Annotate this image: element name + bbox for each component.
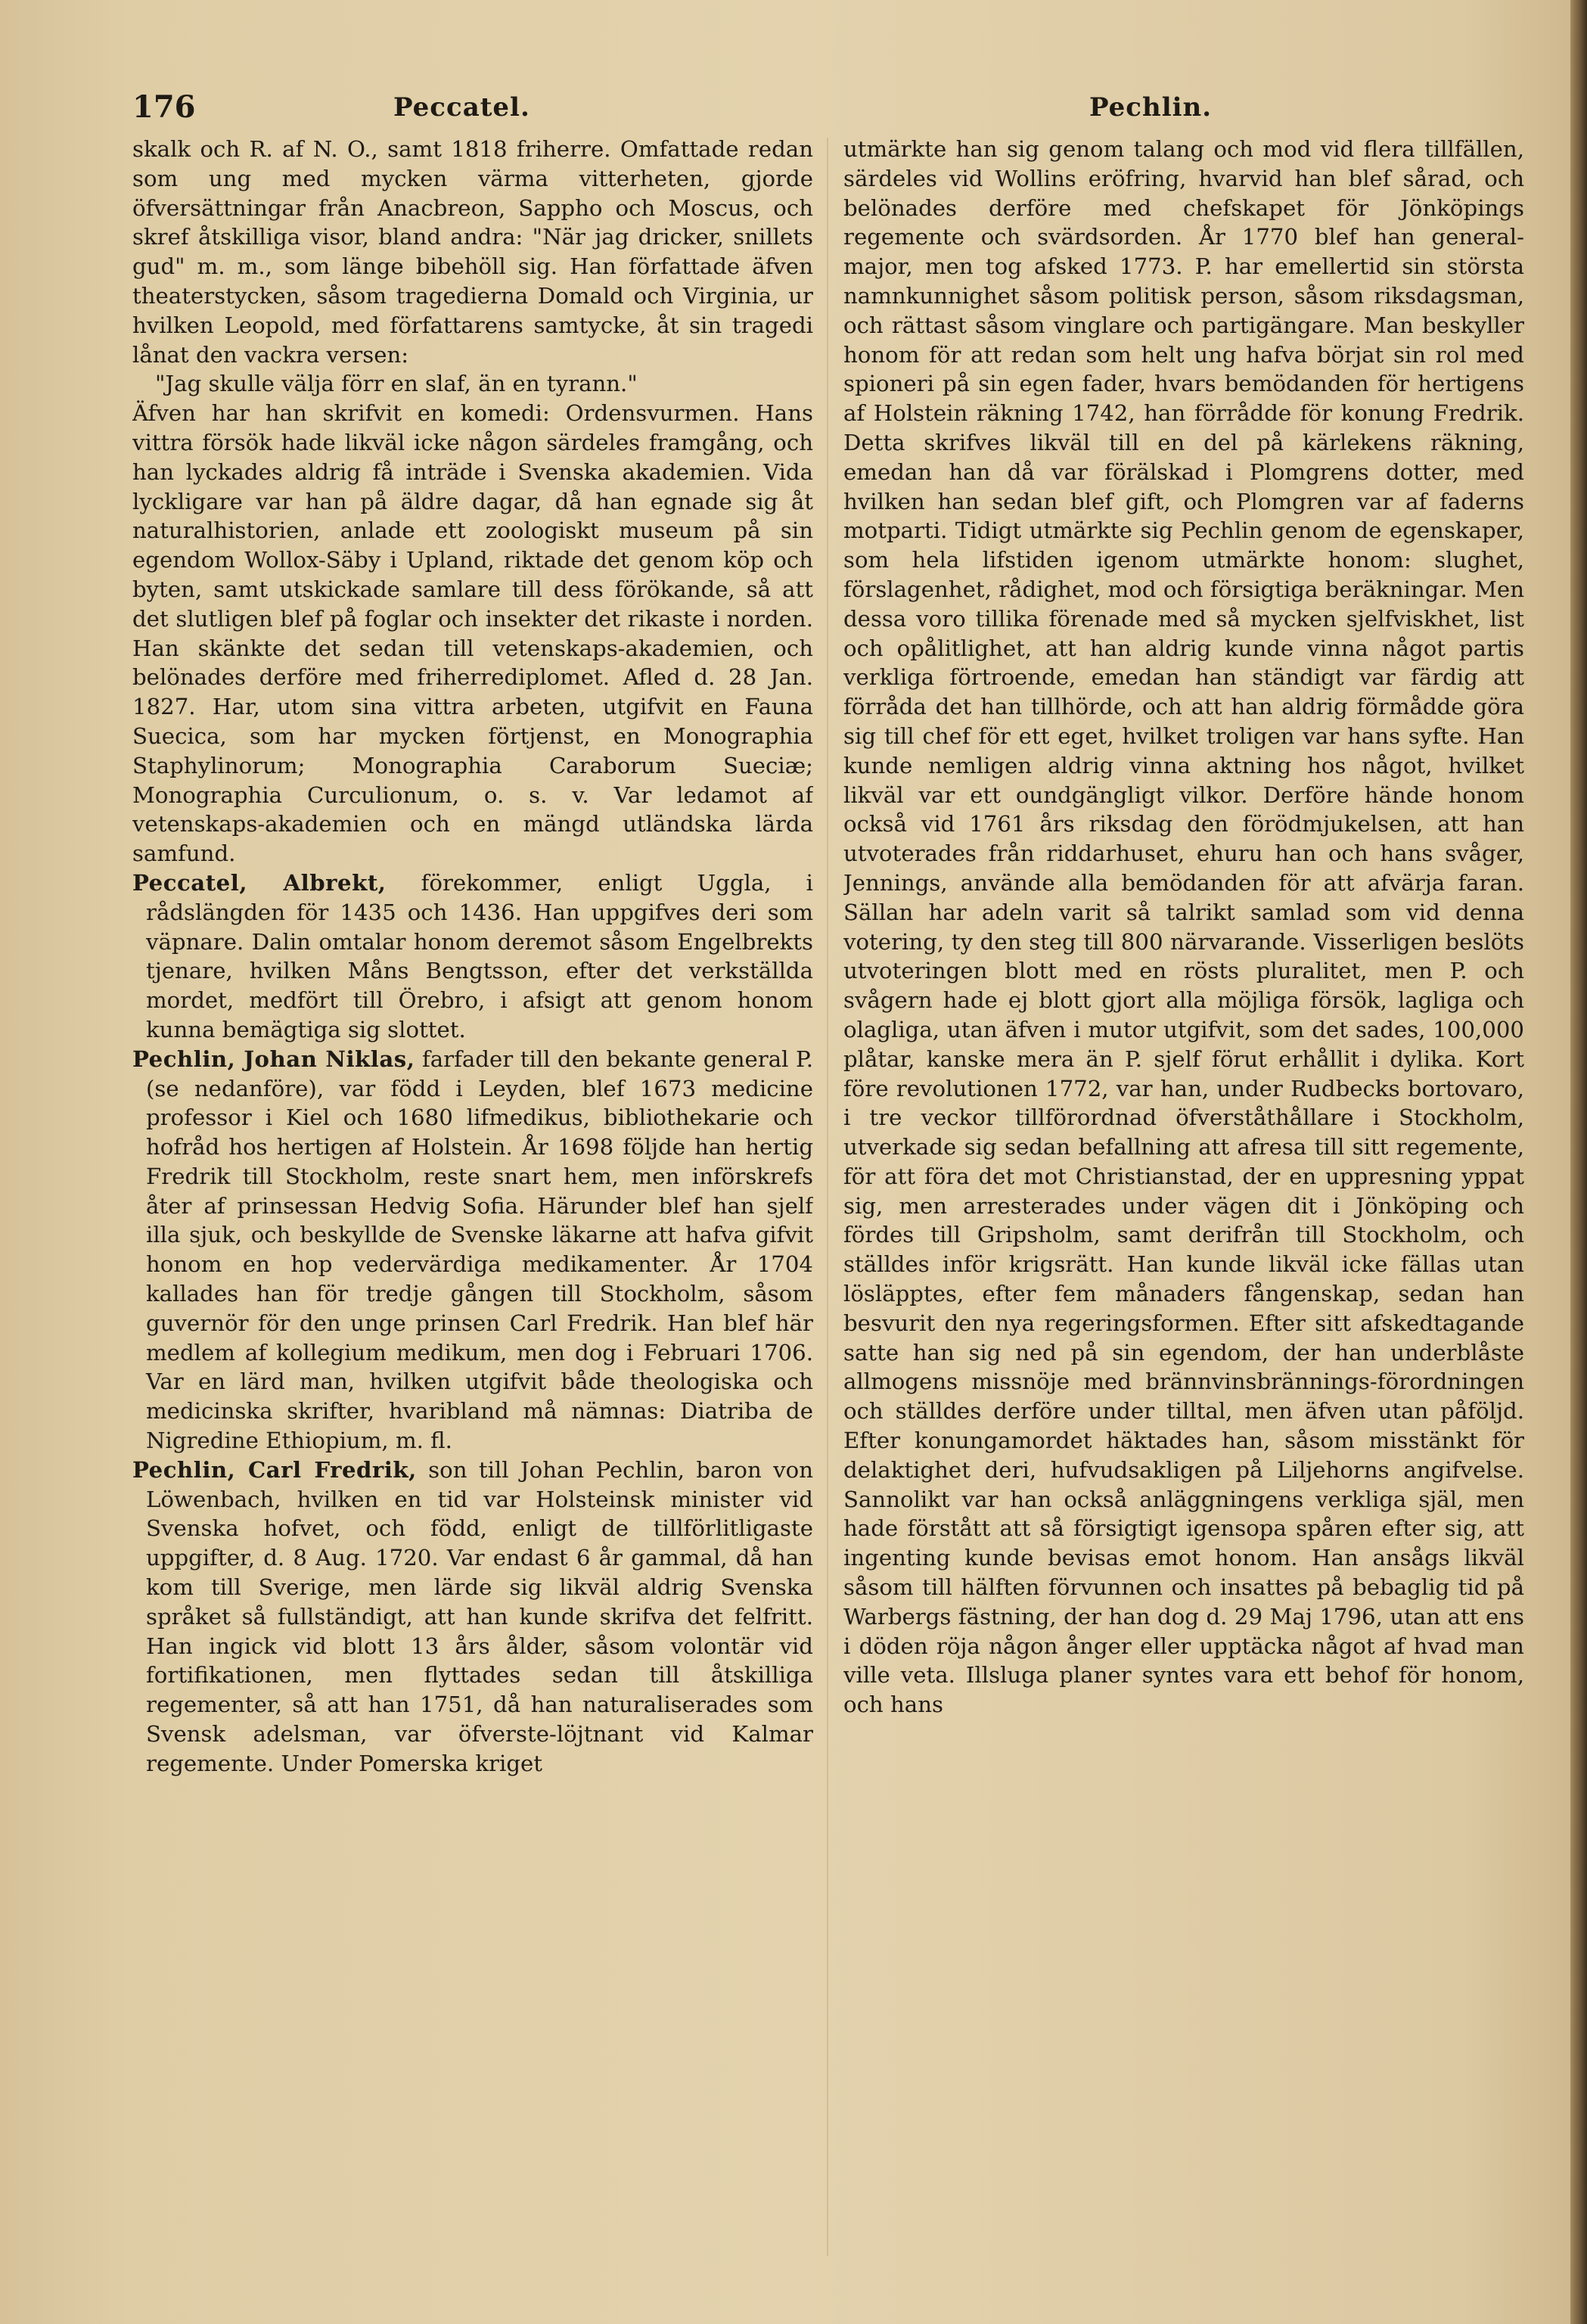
running-header — [132, 89, 1547, 135]
left-running-head: Peccatel. — [393, 92, 530, 123]
entry-heading: Pechlin, Johan Niklas, — [132, 1045, 415, 1072]
book-spine-edge — [1570, 0, 1587, 2324]
left-column — [132, 135, 813, 2283]
entry-pechlin-carl-fredrik — [132, 1456, 813, 1779]
continued-entry-text: skalk och R. af N. O., samt 1818 friherre. Omfattade redan som ung med mycken värma vitterheten, gjorde öfversättningar från Anacbreon, Sappho och Moscus, och skref åtskilliga visor, bland andra: "När jag dricker, snillets gud" m. m., som länge bibehöll sig. Han författade äfven theaterstycken, såsom tragedierna Domald och Virginia, ur hvilken Leopold, med författarens samtycke, åt sin tragedi lånat den vackra versen: — [132, 136, 813, 368]
right-running-head: Pechlin. — [1089, 92, 1213, 123]
column-gutter — [827, 138, 828, 2256]
page-number: 176 — [132, 89, 196, 125]
continued-entry-text-2: Äfven har han skrifvit en komedi: Ordensvurmen. Hans vittra försök hade likväl icke någon särdeles framgång, och han lyckades aldrig få inträde i Svenska akademien. Vida lyckligare var han på äldre dagar, då han egnade sig åt naturalhistorien, anlade ett zoologiskt museum på sin egendom Wollox-Säby i Upland, riktade det genom köp och byten, samt utskickade samlare till dess förökande, så att det slutligen blef på foglar och insekter det rikaste i norden. Han skänkte det sedan till vetenskaps-akademien, och belönades derföre med friherrediplomet. Afled d. 28 Jan. 1827. Har, utom sina vittra arbeten, utgifvit en Fauna Suecica, som har mycken förtjenst, en Monographia Staphylinorum; Monographia Caraborum Sueciæ; Monographia Curculionum, o. s. v. Var ledamot af vetenskaps-akademien och en mängd utländska lärda samfund. — [132, 400, 813, 867]
continued-entry-text: utmärkte han sig genom talang och mod vid flera tillfällen, särdeles vid Wollins eröfring, hvarvid han blef sårad, och belönades derföre med chefskapet för Jönköpings regemente och svärdsorden. År 1770 blef han general-major, men tog afsked 1773. P. har emellertid sin största namnkunnighet såsom politisk person, såsom riksdagsman, och rättast såsom vinglare och partigängare. Man beskyller honom för att redan som helt ung hafva börjat sin rol med spioneri på sin egen fader, hvars bemödanden för hertigens af Holstein räkning 1742, han förrådde för konung Fredrik. Detta skrifves likväl till en del på kärlekens räkning, emedan han då var förälskad i Plomgrens dotter, med hvilken han sedan blef gift, och Plomgren var af faderns motparti. Tidigt utmärkte sig Pechlin genom de egenskaper, som hela lifstiden igenom utmärkte honom: slughet, förslagenhet, rådighet, mod och försigtiga beräkningar. Men dessa voro tillika förenade med så mycken sjelfviskhet, list och opålitlighet, att han aldrig kunde vinna något partis verkliga förtroende, emedan han ständigt var färdig att förråda det han tillhörde, och att han aldrig förmådde göra sig till chef för ett eget, hvilket troligen var hans syfte. Han kunde nemligen aldrig vinna aktning hos något, hvilket likväl var ett oundgängligt vilkor. Derföre hände honom också vid 1761 års riksdag den förödmjukelsen, att han utvoterades från riddarhuset, ehuru han och hans svåger, Jennings, använde alla bemödanden för att afvärja faran. Sällan har adeln varit så talrikt samlad som vid denna votering, ty den steg till 800 närvarande. Visserligen beslöts utvoteringen blott med en rösts pluralitet, men P. och svågern hade ej blott gjort alla möjliga försök, lagliga och olagliga, utan äfven i mutor utgifvit, som det sades, 100,000 plåtar, kanske mera än P. sjelf förut erhållit i dylika. Kort före revolutionen 1772, var han, under Rudbecks bortovaro, i tre veckor tillförordnad öfverståthållare i Stockholm, utverkade sig sedan befallning att afresa till sitt regemente, för att föra det mot Christianstad, der en uppresning yppat sig, men arresterades under vägen dit i Jönköping och fördes till Gripsholm, samt derifrån till Stockholm, och ställdes inför krigsrätt. Han kunde likväl icke fällas utan lösläpptes, efter fem månaders fångenskap, sedan han besvurit den nya regeringsformen. Efter sitt afskedtagande satte han sig ned på sin egendom, der han underblåste allmogens missnöje med brännvinsbrännings-förordningen och ställdes derföre under tilltal, men äfven utan påföljd. Efter konungamordet häktades han, såsom misstänkt för delaktighet deri, hufvudsakligen på Liljehorns angifvelse. Sannolikt var han också anläggningens verkliga själ, men hade förstått att så försigtigt igensopa spåren efter sig, att ingenting kunde bevisas emot honom. Han ansågs likväl såsom till hälften förvunnen och insattes på bebaglig tid på Warbergs fästning, der han dog d. 29 Maj 1796, utan att ens i döden röja någon ånger eller upptäcka något af hvad man ville veta. Illsluga planer syntes vara ett behof för honom, och hans — [843, 136, 1524, 1718]
entry-heading: Pechlin, Carl Fredrik, — [132, 1456, 417, 1483]
entry-peccatel-albrekt — [132, 868, 813, 1045]
entry-pechlin-johan-niklas — [132, 1045, 813, 1456]
entry-body: farfader till den bekante general P. (se nedanföre), var född i Leyden, blef 1673 medicine professor i Kiel och 1680 lifmedikus, bibliothekarie och hofråd hos hertigen af Holstein. År 1698 följde han hertig Fredrik till Stockholm, reste snart hem, men införskrefs åter af prinsessan Hedvig Sofia. Härunder blef han sjelf illa sjuk, och beskyllde de Svenske läkarne att hafva gifvit honom en hop vedervärdiga medikamenter. År 1704 kallades han för tredje gången till Stockholm, såsom guvernör för den unge prinsen Carl Fredrik. Han blef här medlem af kollegium medikum, men dog i Februari 1706. Var en lärd man, hvilken utgifvit både theologiska och medicinska skrifter, hvaribland må nämnas: Diatriba de Nigredine Ethiopium, m. fl. — [146, 1045, 813, 1454]
verse-quote: "Jag skulle välja förr en slaf, än en tyrann." — [155, 371, 638, 397]
entry-body: förekommer, enligt Uggla, i rådslängden för 1435 och 1436. Han uppgifves deri som väpnare. Dalin omtalar honom deremot såsom Engelbrekts tjenare, hvilken Måns Bengtsson, efter det verkställda mordet, medfört till Örebro, i afsigt att genom honom kunna bemägtiga sig slottet. — [146, 869, 813, 1042]
entry-body: son till Johan Pechlin, baron von Löwenbach, hvilken en tid var Holsteinsk minister vid Svenska hofvet, och född, enligt de tillförlitligaste uppgifter, d. 8 Aug. 1720. Var endast 6 år gammal, då han kom till Sverige, men lärde sig likväl aldrig Svenska språket så fullständigt, att han kunde skrifva det felfritt. Han ingick vid blott 13 års ålder, såsom volontär vid fortifikationen, men flyttades sedan till åtskilliga regementer, så att han 1751, då han naturaliserades som Svensk adelsman, var öfverste-löjtnant vid Kalmar regemente. Under Pomerska kriget — [146, 1456, 813, 1776]
entry-heading: Peccatel, Albrekt, — [132, 869, 387, 896]
right-column — [843, 135, 1524, 2283]
